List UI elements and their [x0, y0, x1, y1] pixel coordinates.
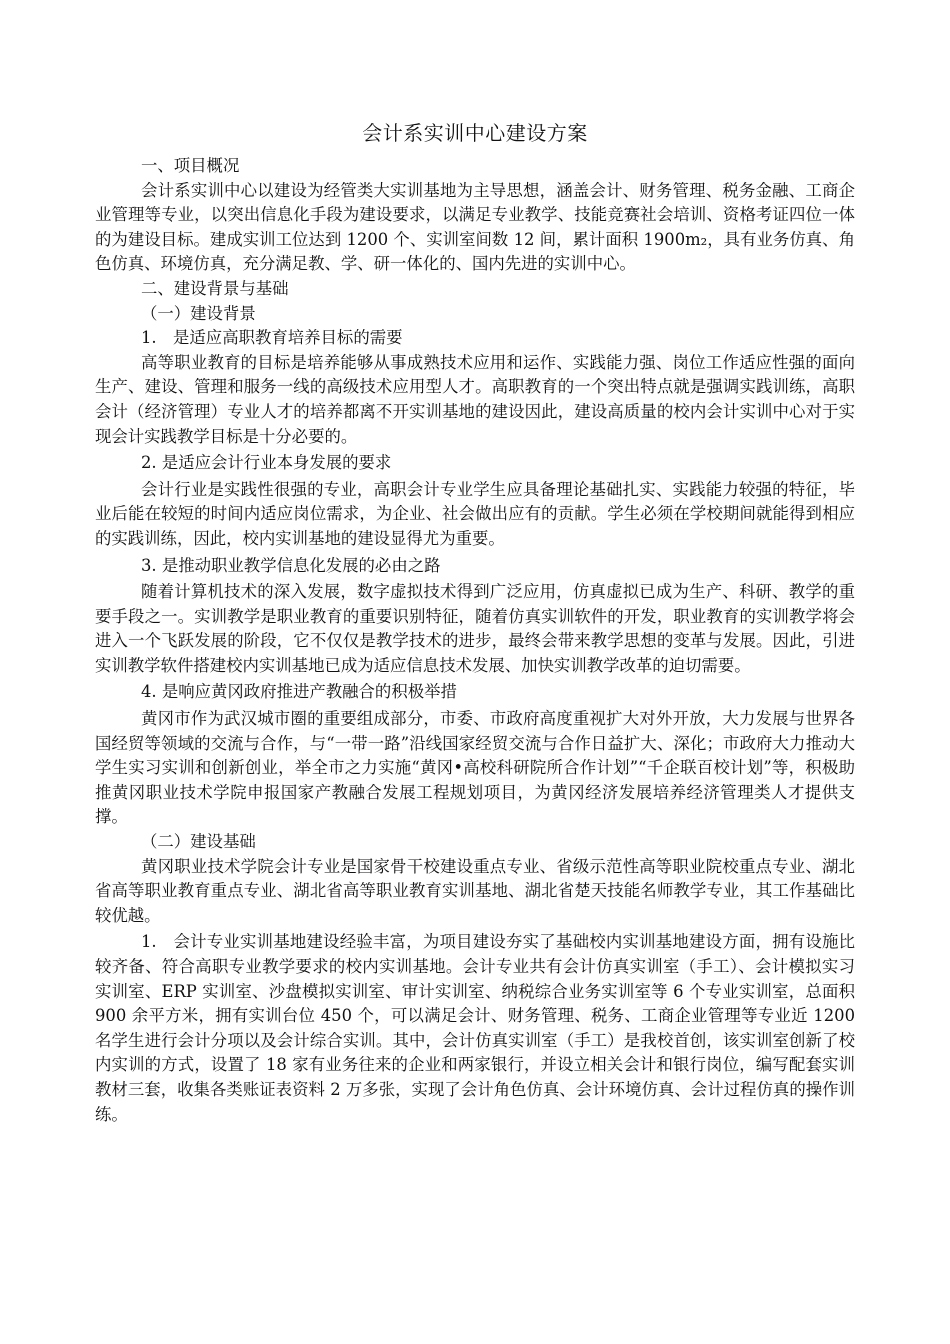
- paragraph-point-1: 高等职业教育的目标是培养能够从事成熟技术应用和运作、实践能力强、岗位工作适应性强的面向生产、建设、管理和服务一线的高级技术应用型人才。高职教育的一个突出特点就是强调实践训练，高职会计（经济管理）专业人才的培养都离不开实训基地的建设因此，建设高质量的校内会计实训中心对于实现会计实践教学目标是十分必要的。: [95, 352, 855, 446]
- paragraph-point-3: 随着计算机技术的深入发展，数字虚拟技术得到广泛应用，仿真虚拟已成为生产、科研、教学的重要手段之一。实训教学是职业教育的重要识别特征，随着仿真实训软件的开发，职业教育的实训教学将会进入一个飞跃发展的阶段，它不仅仅是教学技术的进步，最终会带来教学思想的变革与发展。因此，引进实训教学软件搭建校内实训基地已成为适应信息技术发展、加快实训教学改革的迫切需要。: [95, 582, 855, 675]
- heading-construction-basis: （二）建设基础: [141, 832, 256, 852]
- heading-point-1: 1. 是适应高职教育培养目标的需要: [141, 328, 403, 348]
- heading-point-4: 4. 是响应黄冈政府推进产教融合的积极举措: [141, 682, 457, 702]
- heading-background: （一）建设背景: [141, 303, 256, 323]
- heading-point-3: 3. 是推动职业教学信息化发展的必由之路: [141, 555, 441, 575]
- paragraph-overview: 会计系实训中心以建设为经管类大实训基地为主导思想，涵盖会计、财务管理、税务金融、工商企业管理等专业，以突出信息化手段为建设要求，以满足专业教学、技能竞赛社会培训、资格考证四位一体的为建设目标。建成实训工位达到 1200 个、实训室间数 12 间，累计面积 1900m₂，具有业务仿真、角色仿真、环境仿真，充分满足教、学、研一体化的、国内先进的实训中心。: [95, 180, 855, 274]
- document-title: 会计系实训中心建设方案: [362, 121, 588, 145]
- paragraph-point-2: 会计行业是实践性很强的专业，高职会计专业学生应具备理论基础扎实、实践能力较强的特征，毕业后能在较短的时间内适应岗位需求，为企业、社会做出应有的贡献。学生必须在学校期间就能得到相应的实践训练，因此，校内实训基地的建设显得尤为重要。: [95, 479, 855, 548]
- heading-background-basis: 二、建设背景与基础: [141, 278, 289, 298]
- heading-project-overview: 一、项目概况: [141, 156, 240, 175]
- heading-point-2: 2. 是适应会计行业本身发展的要求: [141, 453, 392, 473]
- paragraph-basis-1: 1. 会计专业实训基地建设经验丰富，为项目建设夯实了基础校内实训基地建设方面，拥有设施比较齐备、符合高职专业教学要求的校内实训基地。会计专业共有会计仿真实训室（手工）、会计模拟实习实训室、ERP 实训室、沙盘模拟实训室、审计实训室、纳税综合业务实训室等 6 个专业实训室，总面积 900 余平方米，拥有实训台位 450 个，可以满足会计、财务管理、税务、工商企业管理等专业近 1200 名学生进行会计分项以及会计综合实训。其中，会计仿真实训室（手工）是我校首创，该实训室创新了校内实训的方式，设置了 18 家有业务往来的企业和两家银行，并设立相关会计和银行岗位，编写配套实训教材三套，收集各类账证表资料 2 万多张，实现了会计角色仿真、会计环境仿真、会计过程仿真的操作训练。: [95, 932, 855, 1124]
- paragraph-point-4: 黄冈市作为武汉城市圈的重要组成部分，市委、市政府高度重视扩大对外开放，大力发展与世界各国经贸等领域的交流与合作，与“一带一路”沿线国家经贸交流与合作日益扩大、深化；市政府大力推动大学生实习实训和创新创业，举全市之力实施“黄冈•高校科研院所合作计划”“千企联百校计划”等，积极助推黄冈职业技术学院申报国家产教融合发展工程规划项目，为黄冈经济发展培养经济管理类人才提供支撑。: [95, 709, 855, 827]
- document-page: [95, 118, 855, 1129]
- paragraph-basis-intro: 黄冈职业技术学院会计专业是国家骨干校建设重点专业、省级示范性高等职业院校重点专业、湖北省高等职业教育重点专业、湖北省高等职业教育实训基地、湖北省楚天技能名师教学专业，其工作基础比较优越。: [95, 856, 855, 925]
